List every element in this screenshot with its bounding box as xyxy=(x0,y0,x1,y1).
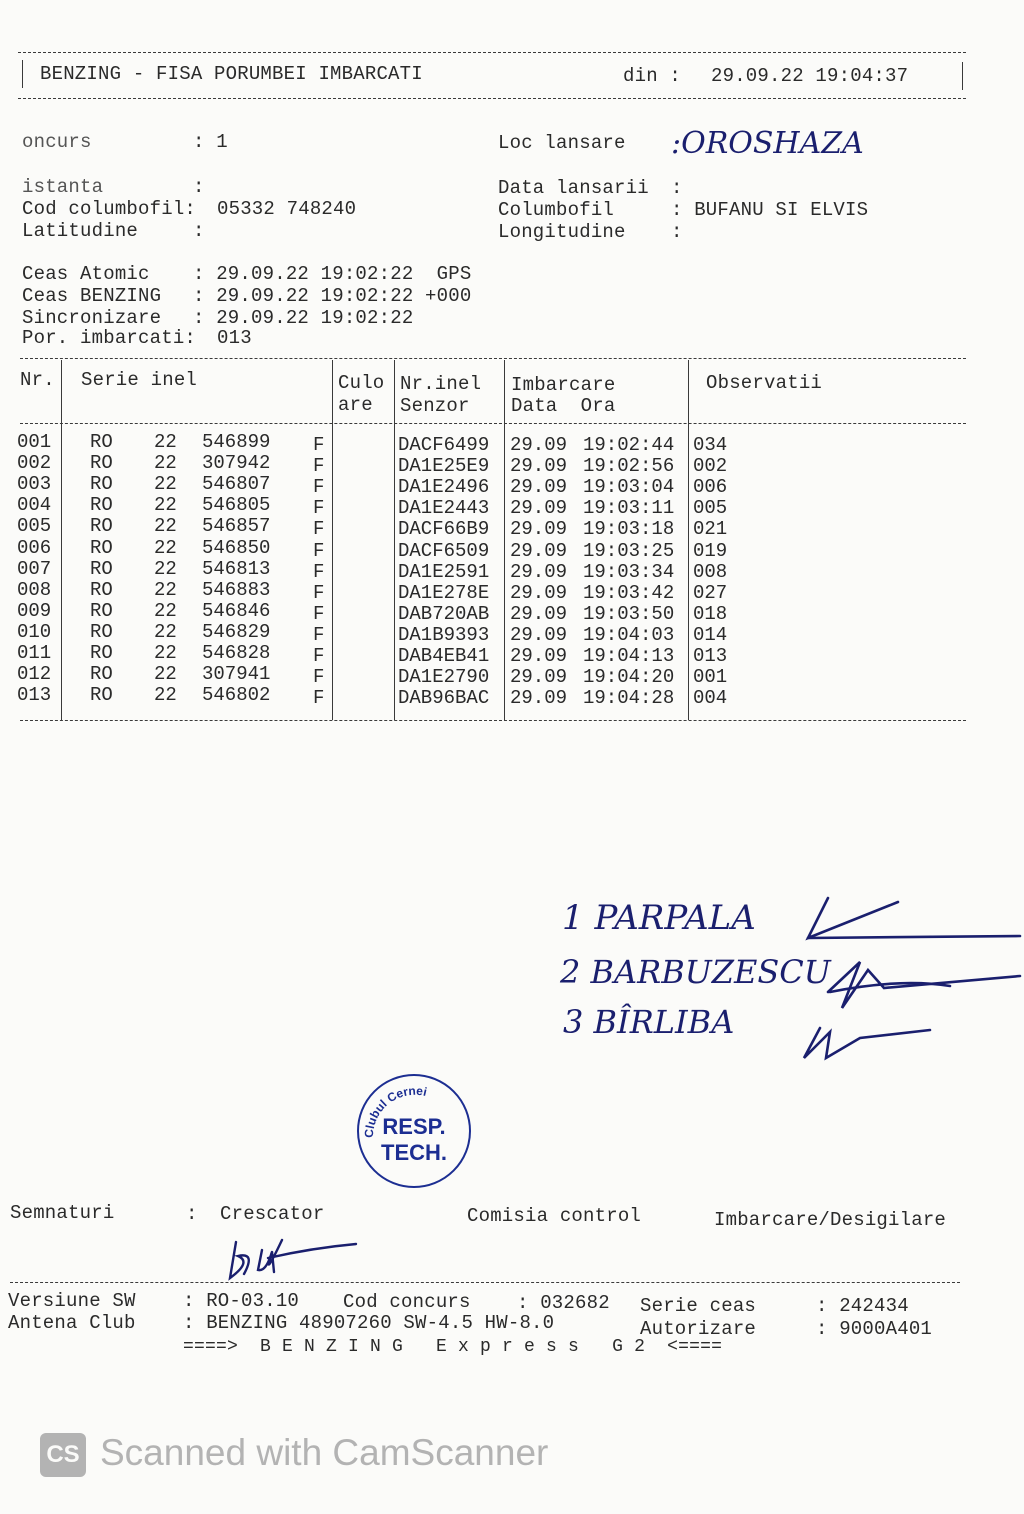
cell-obs: 013 xyxy=(693,645,728,667)
cell-time: 19:03:25 xyxy=(583,539,675,562)
longitudine-value: : xyxy=(671,221,683,243)
cell-country: RO xyxy=(90,536,113,559)
cell-senzor: DA1B9393 xyxy=(398,623,490,646)
cell-country: RO xyxy=(90,663,113,686)
cell-sex: F xyxy=(313,455,325,478)
cell-sex: F xyxy=(313,623,325,646)
cell-sex: F xyxy=(313,645,325,667)
cell-country: RO xyxy=(90,473,113,496)
versiune-sw-label: Versiune SW xyxy=(8,1290,136,1312)
cell-ring: 546883 xyxy=(202,578,271,601)
cell-time: 19:03:50 xyxy=(583,602,675,625)
semnaturi-colon: : xyxy=(186,1203,198,1225)
cod-columbofil-label: Cod columbofil: xyxy=(22,198,197,220)
cell-year: 22 xyxy=(154,620,177,643)
cell-date: 29.09 xyxy=(510,666,568,689)
cell-date: 29.09 xyxy=(510,687,568,710)
handwritten-line-1: 1 PARPALA xyxy=(562,898,756,938)
cell-ring: 307941 xyxy=(202,663,271,686)
svg-text:Clubul Cernei: Clubul Cernei xyxy=(361,1083,429,1139)
crescator-signature xyxy=(222,1222,362,1284)
cell-sex: F xyxy=(313,560,325,583)
date-label: din : xyxy=(623,65,682,87)
cell-ring: 546813 xyxy=(202,557,271,580)
cell-date: 29.09 xyxy=(510,623,568,646)
cell-senzor: DA1E278E xyxy=(398,581,490,604)
cell-nr: 003 xyxy=(17,473,52,496)
col-divider-3 xyxy=(394,360,395,720)
cell-ring: 546807 xyxy=(202,473,271,496)
cell-year: 22 xyxy=(154,578,177,601)
header-bottom-border xyxy=(18,98,966,99)
cell-obs: 001 xyxy=(693,666,728,689)
cell-ring: 546802 xyxy=(202,684,271,707)
cell-ring: 546829 xyxy=(202,620,271,643)
porumbei-imbarcati-value: 013 xyxy=(217,327,252,349)
document-title: BENZING - FISA PORUMBEI IMBARCATI xyxy=(40,63,423,85)
cell-country: RO xyxy=(90,684,113,707)
cell-senzor: DA1E2591 xyxy=(398,560,490,583)
camscanner-badge: CS xyxy=(40,1433,86,1477)
col-divider-5 xyxy=(688,360,689,720)
cod-concurs-label: Cod concurs xyxy=(343,1291,471,1313)
cell-time: 19:04:03 xyxy=(583,623,675,646)
cell-date: 29.09 xyxy=(510,497,568,520)
cell-country: RO xyxy=(90,431,113,453)
cell-ring: 546805 xyxy=(202,494,271,517)
col-divider-1 xyxy=(61,360,62,720)
cell-date: 29.09 xyxy=(510,645,568,667)
latitudine-label: Latitudine xyxy=(22,220,139,242)
cell-date: 29.09 xyxy=(510,518,568,541)
autorizare-value: : 9000A401 xyxy=(816,1318,933,1340)
cell-time: 19:03:34 xyxy=(583,560,675,583)
cell-obs: 021 xyxy=(693,518,728,541)
cell-senzor: DA1E2496 xyxy=(398,476,490,499)
cell-senzor: DA1E2790 xyxy=(398,666,490,689)
benzing-express-banner: ====> B E N Z I N G E x p r e s s G 2 <==== xyxy=(183,1337,723,1357)
cell-nr: 009 xyxy=(17,599,52,622)
table-top-border xyxy=(20,358,966,359)
longitudine-label: Longitudine xyxy=(498,221,626,243)
cell-sex: F xyxy=(313,497,325,520)
cell-date: 29.09 xyxy=(510,602,568,625)
col-header-nrinel-2: Senzor xyxy=(400,395,470,417)
cell-time: 19:03:11 xyxy=(583,497,675,520)
cell-country: RO xyxy=(90,557,113,580)
cell-time: 19:03:18 xyxy=(583,518,675,541)
cell-obs: 018 xyxy=(693,602,728,625)
cell-year: 22 xyxy=(154,431,177,453)
cell-sex: F xyxy=(313,518,325,541)
comisia-control-label: Comisia control xyxy=(467,1205,642,1227)
cell-time: 19:02:44 xyxy=(583,434,675,456)
cell-obs: 006 xyxy=(693,476,728,499)
data-lansarii-label: Data lansarii xyxy=(498,177,649,199)
cell-nr: 008 xyxy=(17,578,52,601)
cell-senzor: DACF6499 xyxy=(398,434,490,456)
club-stamp xyxy=(357,1074,471,1188)
header-right-border xyxy=(962,62,963,90)
cell-ring: 546899 xyxy=(202,431,271,453)
cell-senzor: DA1E25E9 xyxy=(398,455,490,478)
cell-year: 22 xyxy=(154,452,177,475)
cell-nr: 004 xyxy=(17,494,52,517)
cell-obs: 019 xyxy=(693,539,728,562)
sincronizare-value: : 29.09.22 19:02:22 xyxy=(193,307,414,329)
cell-nr: 002 xyxy=(17,452,52,475)
ceas-atomic-value: : 29.09.22 19:02:22 GPS xyxy=(193,263,472,285)
cell-country: RO xyxy=(90,642,113,664)
cell-ring: 546846 xyxy=(202,599,271,622)
cell-obs: 004 xyxy=(693,687,728,710)
cell-year: 22 xyxy=(154,684,177,707)
initials-signatures xyxy=(790,880,1024,1080)
cod-concurs-value: : 032682 xyxy=(517,1292,610,1314)
col-divider-4 xyxy=(504,360,505,720)
cell-senzor: DAB96BAC xyxy=(398,687,490,710)
cell-obs: 008 xyxy=(693,560,728,583)
cell-year: 22 xyxy=(154,642,177,664)
cell-time: 19:03:42 xyxy=(583,581,675,604)
serie-ceas-value: : 242434 xyxy=(816,1295,909,1317)
cell-year: 22 xyxy=(154,536,177,559)
cell-sex: F xyxy=(313,434,325,456)
col-divider-2 xyxy=(332,360,333,720)
header-top-border xyxy=(18,52,966,53)
col-header-nr: Nr. xyxy=(20,369,55,391)
cell-obs: 014 xyxy=(693,623,728,646)
distanta-label: istanta xyxy=(22,176,104,198)
cell-senzor: DACF6509 xyxy=(398,539,490,562)
cell-sex: F xyxy=(313,581,325,604)
camscanner-watermark: Scanned with CamScanner xyxy=(100,1432,549,1473)
ceas-benzing-value: : 29.09.22 19:02:22 +000 xyxy=(193,285,472,307)
header-left-border xyxy=(22,60,23,88)
cell-time: 19:04:20 xyxy=(583,666,675,689)
antena-club-value: : BENZING 48907260 SW-4.5 HW-8.0 xyxy=(183,1312,555,1334)
cell-time: 19:02:56 xyxy=(583,455,675,478)
cell-date: 29.09 xyxy=(510,476,568,499)
cell-sex: F xyxy=(313,666,325,689)
cell-time: 19:04:28 xyxy=(583,687,675,710)
col-header-observatii: Observatii xyxy=(706,372,823,394)
col-header-imbarcare-1: Imbarcare xyxy=(511,374,616,396)
versiune-sw-value: : RO-03.10 xyxy=(183,1290,300,1312)
cell-senzor: DAB720AB xyxy=(398,602,490,625)
latitudine-value: : xyxy=(193,220,205,242)
cell-obs: 005 xyxy=(693,497,728,520)
cell-nr: 011 xyxy=(17,642,52,664)
cell-time: 19:03:04 xyxy=(583,476,675,499)
cell-sex: F xyxy=(313,476,325,499)
columbofil-value: : BUFANU SI ELVIS xyxy=(671,199,869,221)
cell-ring: 546857 xyxy=(202,515,271,538)
handwritten-line-3: 3 BÎRLIBA xyxy=(563,1003,735,1041)
stamp-line-1: RESP. xyxy=(382,1114,446,1139)
distanta-value: : xyxy=(193,176,205,198)
table-bottom-border xyxy=(20,720,966,721)
concurs-value: : 1 xyxy=(193,131,228,153)
cell-nr: 007 xyxy=(17,557,52,580)
autorizare-label: Autorizare xyxy=(640,1318,757,1340)
cell-senzor: DACF66B9 xyxy=(398,518,490,541)
cell-nr: 006 xyxy=(17,536,52,559)
sincronizare-label: Sincronizare xyxy=(22,307,162,329)
cell-date: 29.09 xyxy=(510,560,568,583)
col-header-nrinel-1: Nr.inel xyxy=(400,373,482,395)
cell-country: RO xyxy=(90,452,113,475)
crescator-label: Crescator xyxy=(220,1203,325,1225)
cell-country: RO xyxy=(90,515,113,538)
data-lansarii-value: : xyxy=(671,177,683,199)
serie-ceas-label: Serie ceas xyxy=(640,1295,757,1317)
cell-country: RO xyxy=(90,578,113,601)
cell-obs: 002 xyxy=(693,455,728,478)
cell-nr: 010 xyxy=(17,620,52,643)
stamp-line-2: TECH. xyxy=(381,1140,447,1165)
cell-time: 19:04:13 xyxy=(583,645,675,667)
cell-year: 22 xyxy=(154,599,177,622)
footer-separator xyxy=(10,1282,960,1283)
cell-obs: 034 xyxy=(693,434,728,456)
table-header-separator xyxy=(20,423,966,424)
cell-sex: F xyxy=(313,602,325,625)
col-header-culoare-1: Culo xyxy=(338,372,385,394)
cell-nr: 005 xyxy=(17,515,52,538)
cell-date: 29.09 xyxy=(510,434,568,456)
cell-sex: F xyxy=(313,687,325,710)
print-datetime: 29.09.22 19:04:37 xyxy=(711,65,909,87)
semnaturi-label: Semnaturi xyxy=(10,1202,115,1224)
cell-year: 22 xyxy=(154,473,177,496)
cell-country: RO xyxy=(90,620,113,643)
cell-nr: 012 xyxy=(17,663,52,686)
cell-year: 22 xyxy=(154,557,177,580)
cell-date: 29.09 xyxy=(510,455,568,478)
concurs-label: oncurs xyxy=(22,131,92,153)
loc-lansare-handwritten: :OROSHAZA xyxy=(671,126,864,161)
col-header-culoare-2: are xyxy=(338,394,373,416)
cell-ring: 546828 xyxy=(202,642,271,664)
col-header-serie: Serie inel xyxy=(81,369,198,391)
cell-obs: 027 xyxy=(693,581,728,604)
col-header-imbarcare-2: Data Ora xyxy=(511,395,616,417)
cell-nr: 013 xyxy=(17,684,52,707)
cell-senzor: DA1E2443 xyxy=(398,497,490,520)
cell-ring: 546850 xyxy=(202,536,271,559)
columbofil-label: Columbofil xyxy=(498,199,615,221)
cell-date: 29.09 xyxy=(510,581,568,604)
imbarcare-desigilare-label: Imbarcare/Desigilare xyxy=(714,1209,947,1231)
cell-senzor: DAB4EB41 xyxy=(398,645,490,667)
cod-columbofil-value: 05332 748240 xyxy=(217,198,357,220)
cell-year: 22 xyxy=(154,515,177,538)
ceas-benzing-label: Ceas BENZING xyxy=(22,285,162,307)
ceas-atomic-label: Ceas Atomic xyxy=(22,263,150,285)
cell-country: RO xyxy=(90,599,113,622)
cell-date: 29.09 xyxy=(510,539,568,562)
cell-sex: F xyxy=(313,539,325,562)
cell-year: 22 xyxy=(154,663,177,686)
porumbei-imbarcati-label: Por. imbarcati: xyxy=(22,327,197,349)
cell-nr: 001 xyxy=(17,431,52,453)
loc-lansare-label: Loc lansare xyxy=(498,132,626,154)
cell-year: 22 xyxy=(154,494,177,517)
antena-club-label: Antena Club xyxy=(8,1312,136,1334)
cell-country: RO xyxy=(90,494,113,517)
cell-ring: 307942 xyxy=(202,452,271,475)
handwritten-line-2: 2 BARBUZESCU xyxy=(560,953,831,991)
